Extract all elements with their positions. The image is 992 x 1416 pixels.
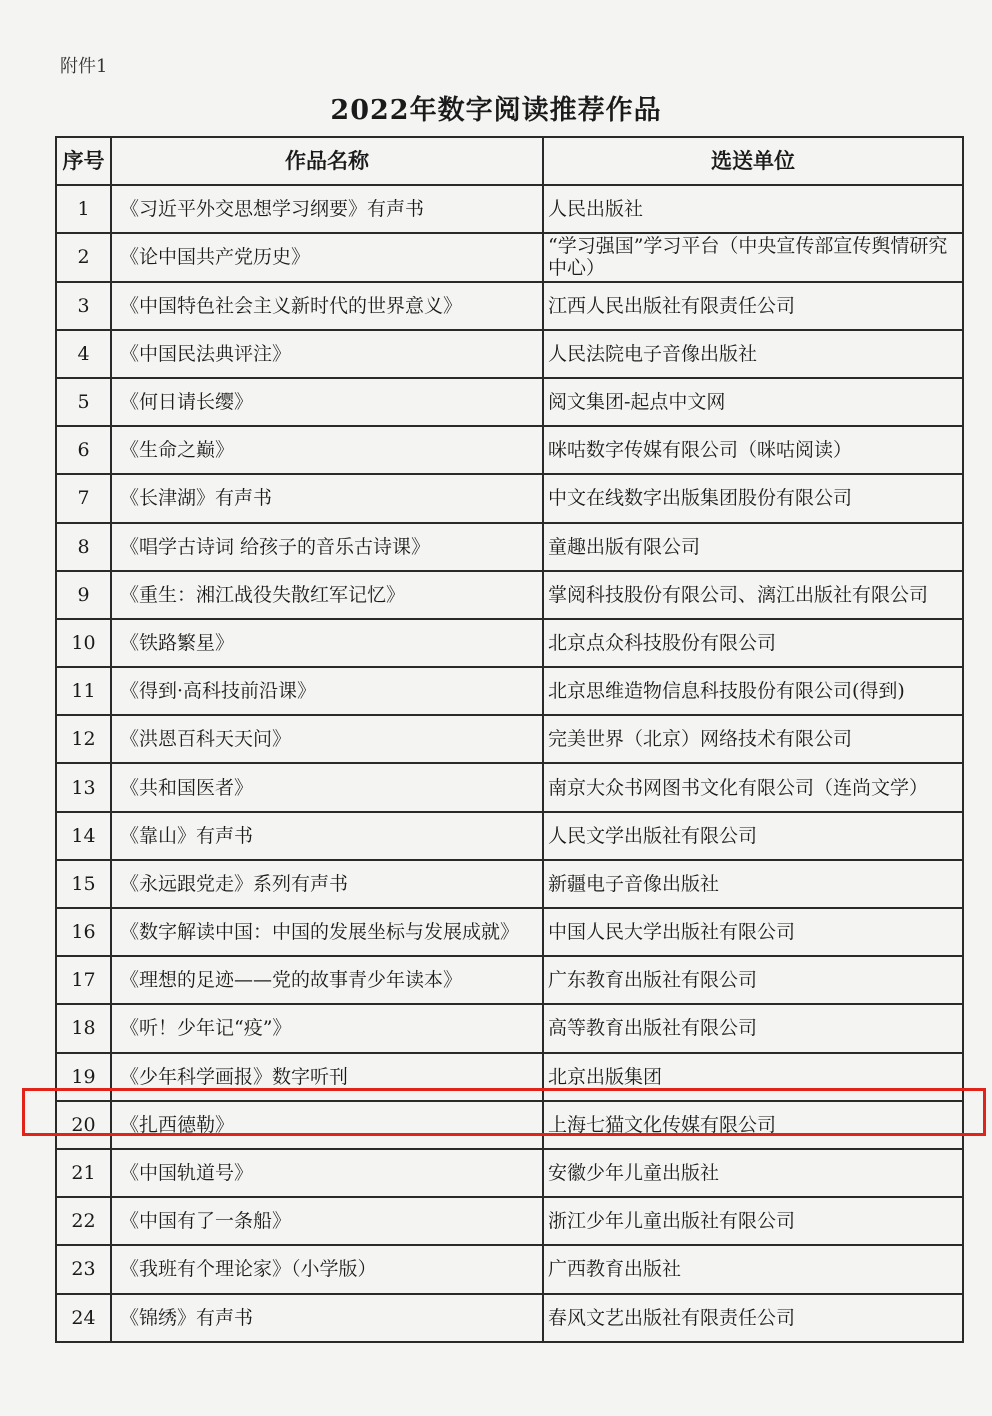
table-row xyxy=(56,330,963,378)
cell-work-title: 《数字解读中国：中国的发展坐标与发展成就》 xyxy=(111,908,543,956)
cell-serial-number: 2 xyxy=(56,233,111,281)
table-row xyxy=(56,956,963,1004)
cell-serial-number: 1 xyxy=(56,185,111,233)
cell-submitting-unit: 北京点众科技股份有限公司 xyxy=(543,619,963,667)
cell-work-title: 《扎西德勒》 xyxy=(111,1101,543,1149)
cell-serial-number: 10 xyxy=(56,619,111,667)
cell-work-title: 《重生：湘江战役失散红军记忆》 xyxy=(111,571,543,619)
table-row xyxy=(56,1245,963,1293)
cell-serial-number: 18 xyxy=(56,1004,111,1052)
header-submitting-unit: 选送单位 xyxy=(543,137,963,185)
cell-submitting-unit: 掌阅科技股份有限公司、漓江出版社有限公司 xyxy=(543,571,963,619)
table-row xyxy=(56,1294,963,1342)
cell-serial-number: 19 xyxy=(56,1053,111,1101)
cell-submitting-unit: 高等教育出版社有限公司 xyxy=(543,1004,963,1052)
cell-submitting-unit: 咪咕数字传媒有限公司（咪咕阅读） xyxy=(543,426,963,474)
cell-work-title: 《锦绣》有声书 xyxy=(111,1294,543,1342)
cell-work-title: 《靠山》有声书 xyxy=(111,812,543,860)
attachment-label: 附件1 xyxy=(60,56,108,77)
cell-submitting-unit: 中国人民大学出版社有限公司 xyxy=(543,908,963,956)
header-serial-number: 序号 xyxy=(56,137,111,185)
cell-submitting-unit: 安徽少年儿童出版社 xyxy=(543,1149,963,1197)
cell-submitting-unit: 新疆电子音像出版社 xyxy=(543,860,963,908)
cell-work-title: 《长津湖》有声书 xyxy=(111,474,543,522)
cell-serial-number: 13 xyxy=(56,763,111,811)
cell-submitting-unit: 人民文学出版社有限公司 xyxy=(543,812,963,860)
cell-submitting-unit: 完美世界（北京）网络技术有限公司 xyxy=(543,715,963,763)
cell-serial-number: 7 xyxy=(56,474,111,522)
cell-work-title: 《少年科学画报》数字听刊 xyxy=(111,1053,543,1101)
table-header-row xyxy=(56,137,963,185)
cell-submitting-unit: 人民法院电子音像出版社 xyxy=(543,330,963,378)
cell-work-title: 《何日请长缨》 xyxy=(111,378,543,426)
cell-work-title: 《铁路繁星》 xyxy=(111,619,543,667)
table-row xyxy=(56,860,963,908)
cell-submitting-unit: 浙江少年儿童出版社有限公司 xyxy=(543,1197,963,1245)
table-row xyxy=(56,426,963,474)
cell-submitting-unit: 北京出版集团 xyxy=(543,1053,963,1101)
table-row xyxy=(56,715,963,763)
cell-serial-number: 23 xyxy=(56,1245,111,1293)
table-row xyxy=(56,1053,963,1101)
table-row xyxy=(56,571,963,619)
cell-serial-number: 15 xyxy=(56,860,111,908)
cell-serial-number: 3 xyxy=(56,282,111,330)
table-row xyxy=(56,233,963,281)
cell-submitting-unit: 江西人民出版社有限责任公司 xyxy=(543,282,963,330)
cell-submitting-unit: 北京思维造物信息科技股份有限公司(得到) xyxy=(543,667,963,715)
cell-submitting-unit: 阅文集团-起点中文网 xyxy=(543,378,963,426)
table-row xyxy=(56,1149,963,1197)
cell-submitting-unit: “学习强国”学习平台（中央宣传部宣传舆情研究中心） xyxy=(543,233,963,281)
cell-serial-number: 16 xyxy=(56,908,111,956)
cell-submitting-unit: 上海七猫文化传媒有限公司 xyxy=(543,1101,963,1149)
cell-submitting-unit: 春风文艺出版社有限责任公司 xyxy=(543,1294,963,1342)
cell-work-title: 《唱学古诗词 给孩子的音乐古诗课》 xyxy=(111,523,543,571)
cell-serial-number: 8 xyxy=(56,523,111,571)
table-row xyxy=(56,619,963,667)
header-work-title: 作品名称 xyxy=(111,137,543,185)
cell-submitting-unit: 广东教育出版社有限公司 xyxy=(543,956,963,1004)
cell-work-title: 《论中国共产党历史》 xyxy=(111,233,543,281)
table-row xyxy=(56,523,963,571)
cell-serial-number: 17 xyxy=(56,956,111,1004)
cell-work-title: 《理想的足迹——党的故事青少年读本》 xyxy=(111,956,543,1004)
cell-serial-number: 5 xyxy=(56,378,111,426)
table-row xyxy=(56,667,963,715)
recommendation-table xyxy=(55,136,964,1343)
cell-work-title: 《习近平外交思想学习纲要》有声书 xyxy=(111,185,543,233)
cell-submitting-unit: 童趣出版有限公司 xyxy=(543,523,963,571)
cell-work-title: 《共和国医者》 xyxy=(111,763,543,811)
cell-submitting-unit: 南京大众书网图书文化有限公司（连尚文学） xyxy=(543,763,963,811)
table-row xyxy=(56,1004,963,1052)
cell-serial-number: 4 xyxy=(56,330,111,378)
table-row xyxy=(56,185,963,233)
cell-work-title: 《中国轨道号》 xyxy=(111,1149,543,1197)
cell-serial-number: 9 xyxy=(56,571,111,619)
cell-submitting-unit: 中文在线数字出版集团股份有限公司 xyxy=(543,474,963,522)
cell-work-title: 《中国有了一条船》 xyxy=(111,1197,543,1245)
table-row xyxy=(56,474,963,522)
table-row xyxy=(56,282,963,330)
table-row xyxy=(56,1101,963,1149)
cell-work-title: 《生命之巅》 xyxy=(111,426,543,474)
cell-serial-number: 11 xyxy=(56,667,111,715)
cell-serial-number: 20 xyxy=(56,1101,111,1149)
cell-work-title: 《听！少年记“疫”》 xyxy=(111,1004,543,1052)
cell-serial-number: 14 xyxy=(56,812,111,860)
cell-serial-number: 24 xyxy=(56,1294,111,1342)
cell-serial-number: 22 xyxy=(56,1197,111,1245)
cell-work-title: 《永远跟党走》系列有声书 xyxy=(111,860,543,908)
cell-work-title: 《中国特色社会主义新时代的世界意义》 xyxy=(111,282,543,330)
cell-serial-number: 12 xyxy=(56,715,111,763)
table-row xyxy=(56,1197,963,1245)
cell-work-title: 《我班有个理论家》（小学版） xyxy=(111,1245,543,1293)
table-row xyxy=(56,763,963,811)
table-row xyxy=(56,378,963,426)
cell-work-title: 《中国民法典评注》 xyxy=(111,330,543,378)
table-row xyxy=(56,908,963,956)
cell-work-title: 《洪恩百科天天问》 xyxy=(111,715,543,763)
page-title: 2022年数字阅读推荐作品 xyxy=(330,95,662,126)
cell-submitting-unit: 广西教育出版社 xyxy=(543,1245,963,1293)
cell-work-title: 《得到·高科技前沿课》 xyxy=(111,667,543,715)
cell-serial-number: 6 xyxy=(56,426,111,474)
table-row xyxy=(56,812,963,860)
cell-serial-number: 21 xyxy=(56,1149,111,1197)
cell-submitting-unit: 人民出版社 xyxy=(543,185,963,233)
